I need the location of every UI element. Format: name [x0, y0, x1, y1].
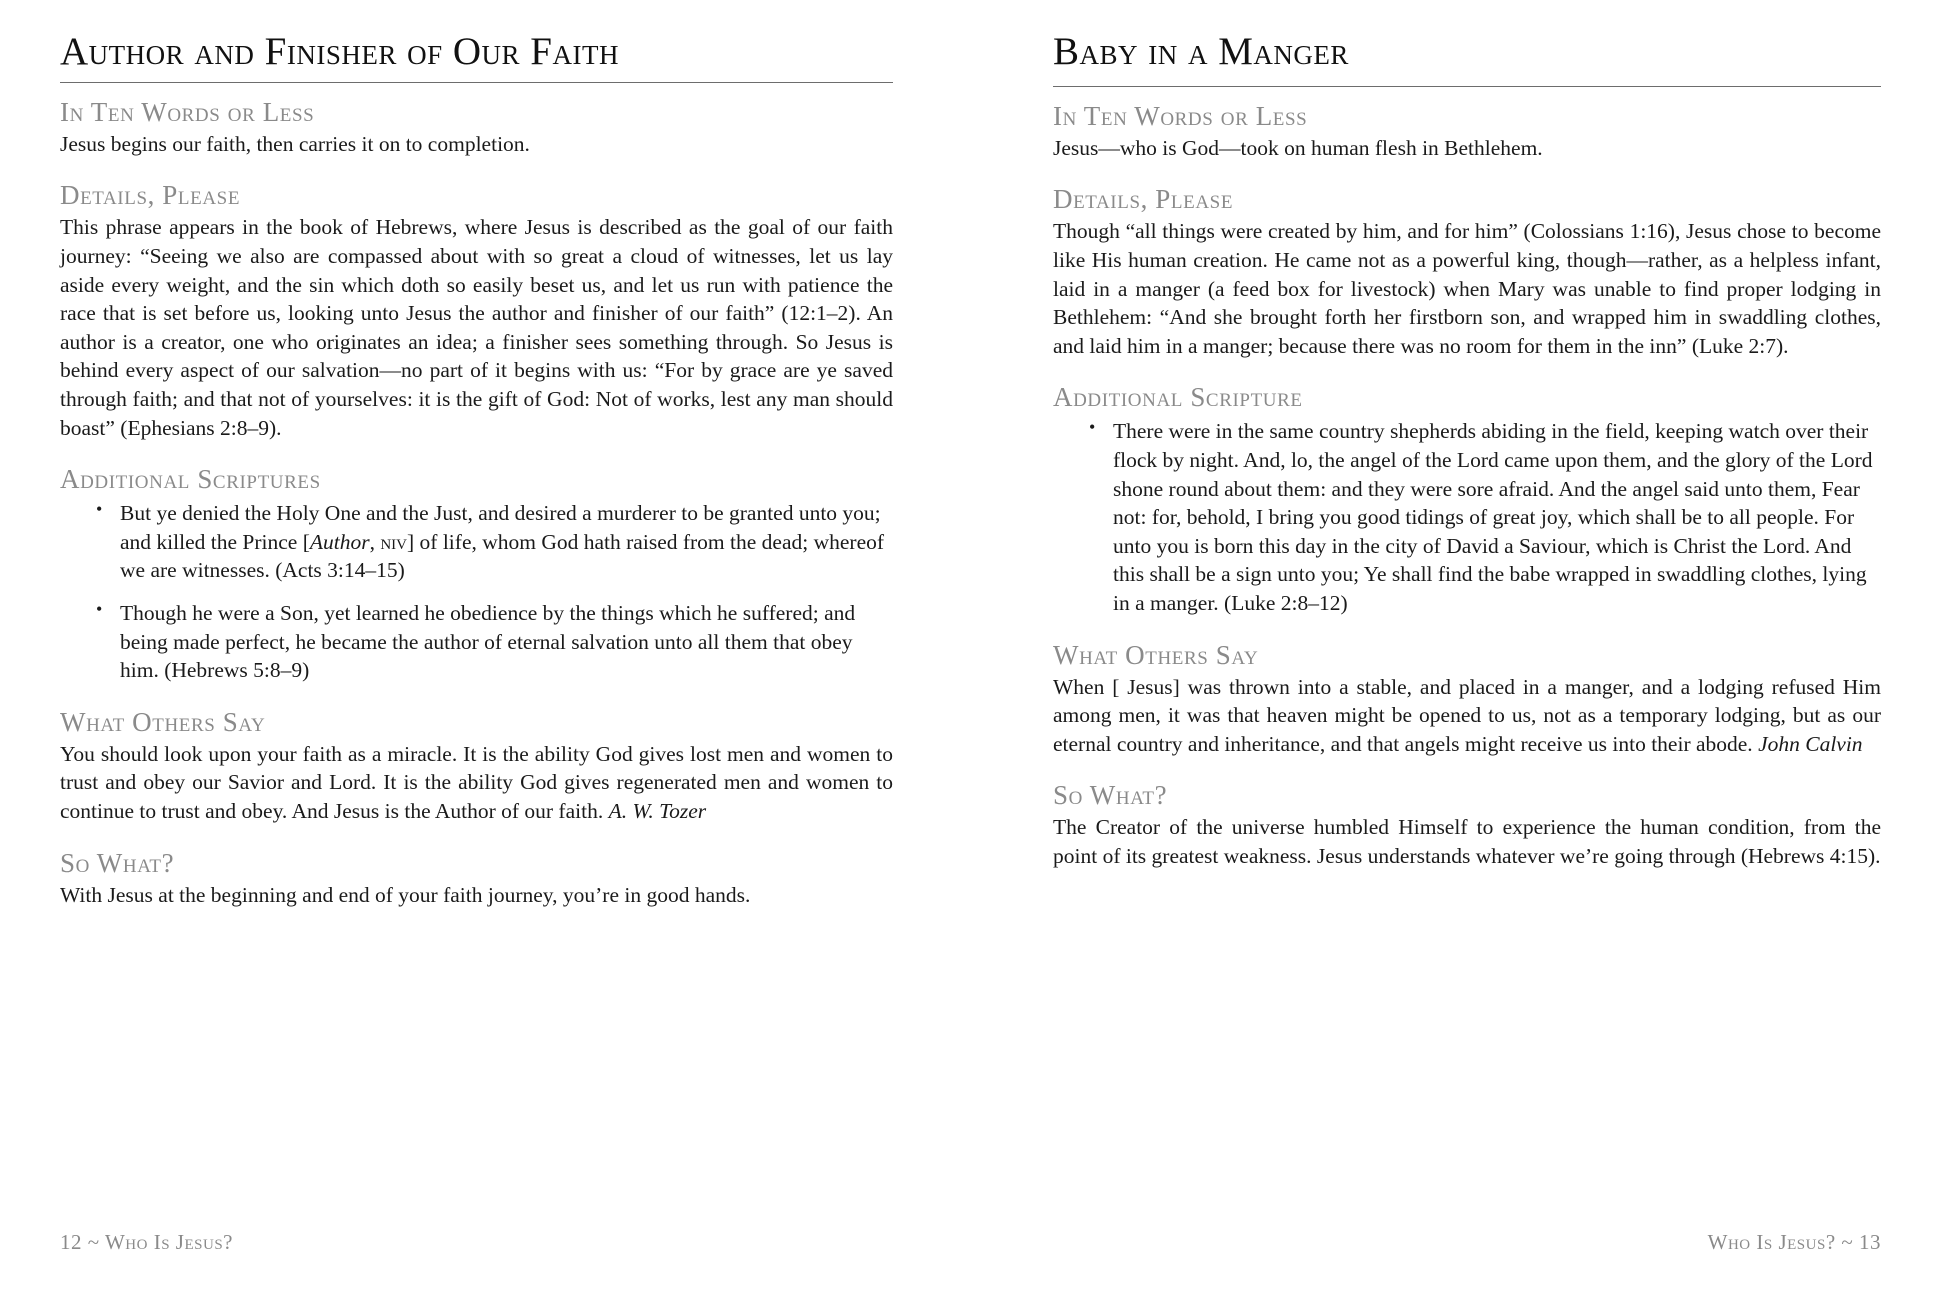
section-so-what — [1053, 780, 1881, 870]
page-title: Baby in a Manger — [1053, 30, 1349, 73]
section-text: The Creator of the universe humbled Himself to experience the human condition, from the point of its greatest weakness. Jesus understands whatever we’re going through (Hebrews 4:15). — [1053, 815, 1881, 868]
section-what-others-say — [1053, 640, 1881, 759]
list-item: • But ye denied the Holy One and the Just, and desired a murderer to be granted unto you; and killed the Prince [Author, niv] of life, whom God hath raised from the dead; whereof we are witnesses. (Acts 3:14–15) — [94, 499, 893, 585]
quote-text: You should look upon your faith as a miracle. It is the ability God gives lost men and women to trust and obey our Savior and Lord. It is the ability God gives regenerated men and women to continue to trust and obey. And Jesus is the Author of our faith. — [60, 741, 893, 823]
section-heading: So What? — [1053, 780, 1168, 811]
page-title: Author and Finisher of Our Faith — [60, 30, 619, 73]
section-what-others-say — [60, 707, 893, 826]
page-folio: 12 ~ Who Is Jesus? — [60, 1230, 233, 1254]
section-heading: In Ten Words or Less — [60, 96, 315, 127]
scripture-list — [60, 499, 893, 685]
quote-text: When [ Jesus] was thrown into a stable, and placed in a manger, and a lodging refused Him among men, it was that heaven might be opened to us, not as a temporary lodging, but as our eternal country and inheritance, and that angels might receive us into their abode. — [1053, 674, 1881, 756]
section-additional-scriptures — [60, 464, 893, 685]
section-text: Jesus begins our faith, then carries it on to completion. — [60, 131, 530, 156]
section-text — [1053, 673, 1881, 759]
list-item: • There were in the same country shepherds abiding in the field, keeping watch over their flock by night. And, lo, the angel of the Lord came upon them, and the glory of the Lord shone round about them: and they were sore afraid. And the angel said unto them, Fear not: for, behold, I bring you good tidings of great joy, which shall be to all people. For unto you is born this day in the city of David a Saviour, which is Christ the Lord. And this shall be a sign unto you; Ye shall find the babe wrapped in swaddling clothes, lying in a manger. (Luke 2:8–12) — [1087, 417, 1881, 617]
section-details-please — [60, 180, 893, 442]
section-so-what — [60, 848, 893, 910]
quote-attribution: A. W. Tozer — [608, 798, 707, 823]
section-text — [60, 740, 893, 826]
title-divider — [1053, 86, 1881, 87]
quote-attribution: John Calvin — [1758, 731, 1863, 756]
section-heading: In Ten Words or Less — [1053, 100, 1308, 131]
section-text: This phrase appears in the book of Hebrews, where Jesus is described as the goal of our faith journey: “Seeing we also are compassed about with so great a cloud of witnesses, let us lay aside every weight, and the sin which doth so easily beset us, and let us run with patience the race that is set before us, looking unto Jesus the author and finisher of our faith” (12:1–2). An author is a creator, one who originates an idea; a finisher sees something through. So Jesus is behind every aspect of our salvation—no part of it begins with us: “For by grace are ye saved through faith; and that not of yourselves: it is the gift of God: Not of works, lest any man should boast” (Ephesians 2:8–9). — [60, 215, 893, 440]
section-heading: So What? — [60, 847, 175, 878]
section-heading: What Others Say — [60, 706, 266, 737]
section-text: With Jesus at the beginning and end of your faith journey, you’re in good hands. — [60, 882, 751, 907]
section-in-ten-words-or-less — [60, 97, 893, 159]
section-heading: Additional Scriptures — [60, 464, 321, 495]
section-heading: Details, Please — [60, 180, 241, 211]
section-heading: Details, Please — [1053, 184, 1234, 215]
section-text: Jesus—who is God—took on human flesh in Bethlehem. — [1053, 135, 1543, 160]
left-page — [55, 30, 973, 1297]
right-page — [973, 30, 1891, 1297]
title-divider — [60, 82, 893, 83]
section-additional-scripture — [1053, 382, 1881, 617]
list-item: • Though he were a Son, yet learned he obedience by the things which he suffered; and being made perfect, he became the author of eternal salvation unto all them that obey him. (Hebrews 5:8–9) — [94, 599, 893, 685]
section-text: Though “all things were created by him, and for him” (Colossians 1:16), Jesus chose to become like His human creation. He came not as a powerful king, though—rather, as a helpless infant, laid in a manger (a feed box for livestock) when Mary was unable to find proper lodging in Bethlehem: “And she brought forth her firstborn son, and wrapped him in swaddling clothes, and laid him in a manger; because there was no room for them in the inn” (Luke 2:7). — [1053, 219, 1881, 358]
section-details-please — [1053, 184, 1881, 360]
scripture-list — [1053, 417, 1881, 617]
section-heading: Additional Scripture — [1053, 382, 1303, 413]
section-in-ten-words-or-less — [1053, 101, 1881, 163]
page-folio: Who Is Jesus? ~ 13 — [1707, 1230, 1881, 1254]
section-heading: What Others Say — [1053, 639, 1259, 670]
